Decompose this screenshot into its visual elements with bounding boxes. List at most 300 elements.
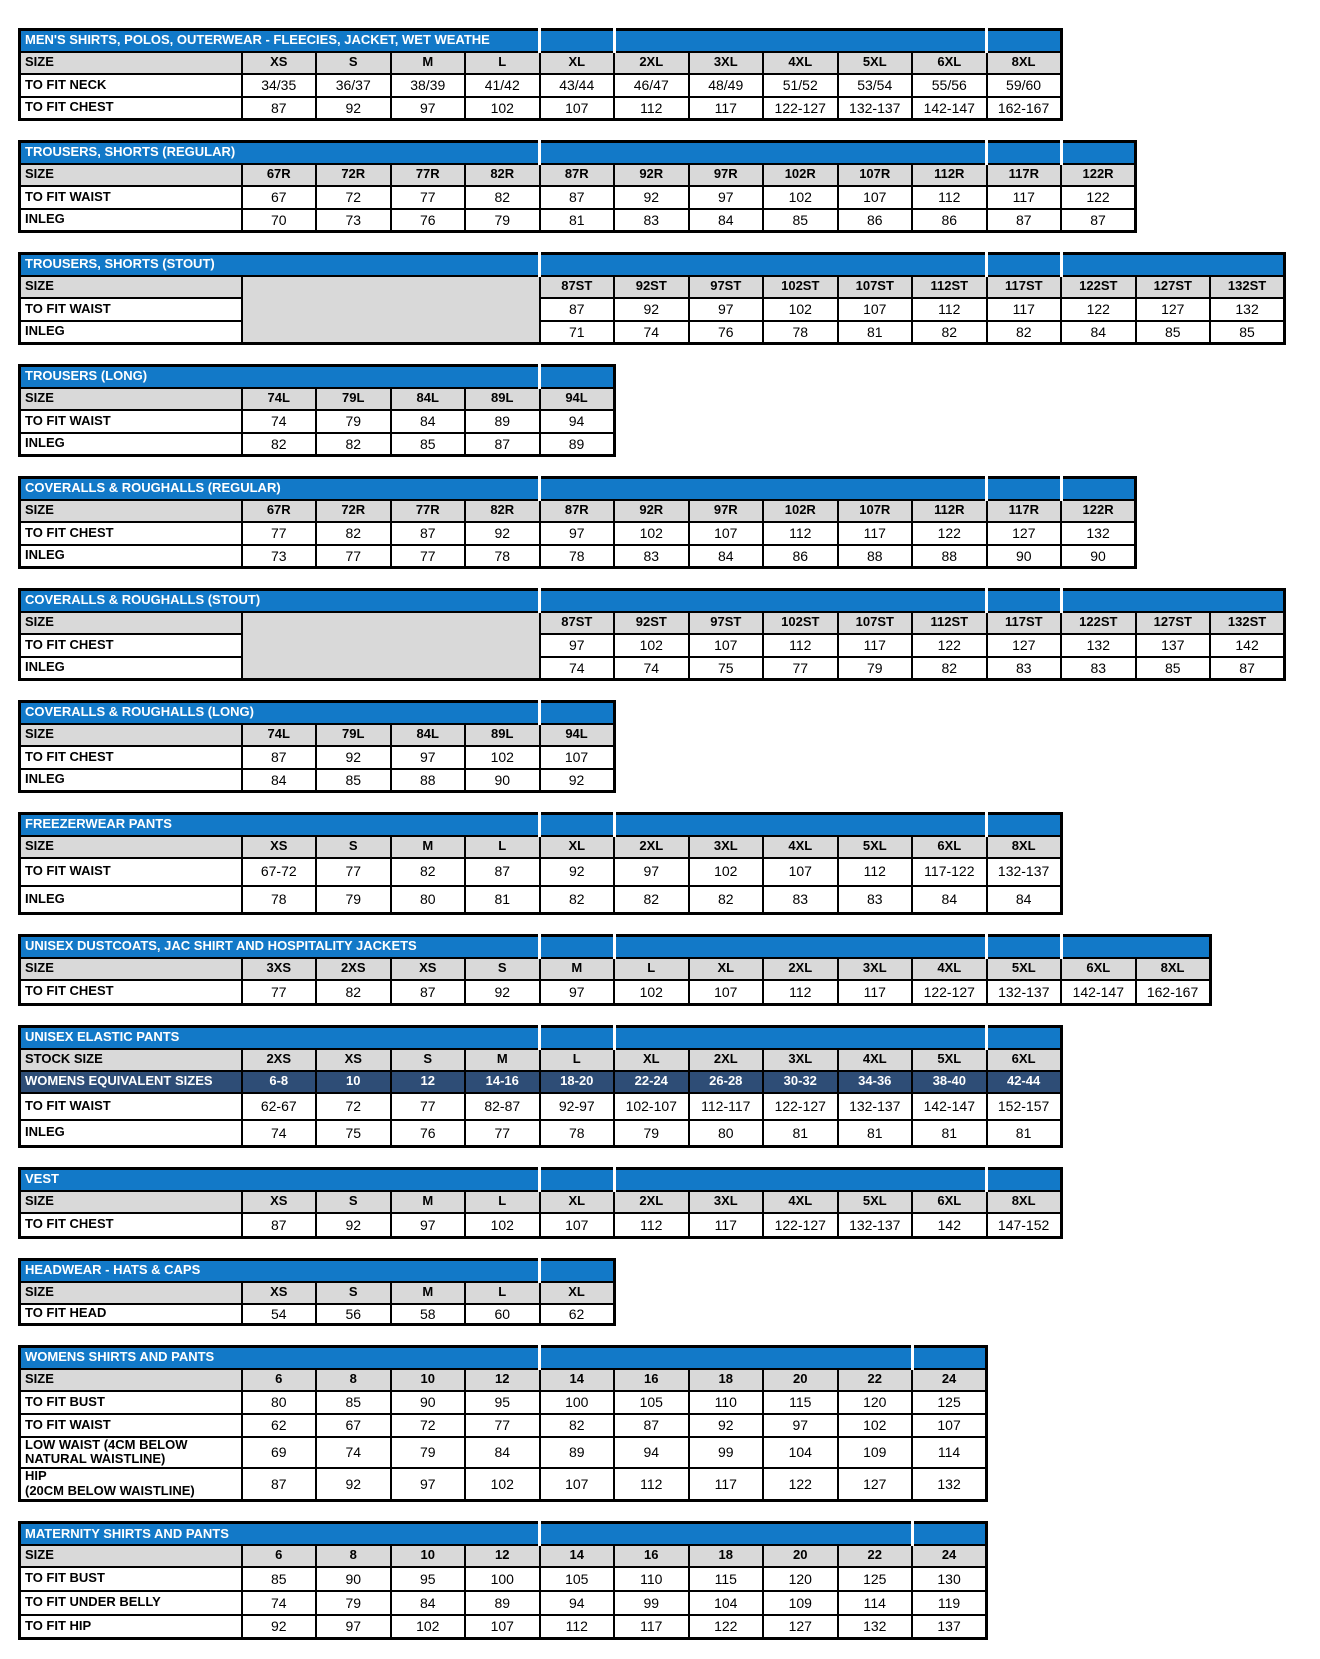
value-cell: 95	[465, 1391, 540, 1414]
value-cell: 102-107	[614, 1093, 689, 1120]
value-cell: 99	[689, 1437, 764, 1469]
table-row	[20, 858, 1062, 886]
row-label: TO FIT CHEST	[20, 634, 242, 657]
table-title-cell	[20, 142, 540, 164]
size-header-cell: 2XL	[763, 958, 838, 980]
value-cell: 60	[465, 1304, 540, 1325]
value-cell: 92	[614, 186, 689, 209]
value-cell: 110	[689, 1391, 764, 1414]
table-header-bar	[20, 1260, 615, 1282]
size-header-cell: 97R	[689, 500, 764, 522]
size-header-cell: 3XS	[242, 958, 317, 980]
value-cell: 132-137	[987, 980, 1062, 1005]
size-header-cell: 3XL	[689, 1191, 764, 1213]
value-cell: 132	[912, 1468, 987, 1500]
table-header-bar	[20, 1347, 987, 1369]
table-title: COVERALLS & ROUGHALLS (LONG)	[25, 704, 254, 720]
table-row	[20, 186, 1136, 209]
value-cell: 90	[391, 1391, 466, 1414]
table-header-bar	[20, 142, 1136, 164]
size-header-cell: 2XS	[242, 1049, 317, 1071]
value-cell: 92	[540, 858, 615, 886]
value-cell: 67	[242, 186, 317, 209]
row-label: TO FIT CHEST	[20, 980, 242, 1005]
value-cell: 94	[540, 410, 615, 433]
table-row	[20, 1468, 987, 1500]
table-row	[20, 276, 1285, 298]
value-cell: 104	[689, 1591, 764, 1615]
table-row	[20, 522, 1136, 545]
value-cell: 152-157	[987, 1093, 1062, 1120]
size-header-cell: 12	[465, 1545, 540, 1567]
table-row	[20, 1191, 1062, 1213]
size-header-cell: 5XL	[838, 52, 913, 74]
row-label: INLEG	[20, 769, 242, 792]
row-label: HIP (20CM BELOW WAISTLINE)	[20, 1468, 242, 1500]
value-cell: 77	[316, 858, 391, 886]
row-label: SIZE	[20, 52, 242, 74]
size-header-cell: 3XL	[689, 52, 764, 74]
size-header-cell: 107R	[838, 500, 913, 522]
value-cell: 114	[838, 1591, 913, 1615]
header-bar-segment	[987, 254, 1062, 276]
size-header-cell: 74L	[242, 388, 317, 410]
value-cell: 107	[540, 1213, 615, 1238]
value-cell: 82	[912, 321, 987, 344]
value-cell: 87	[540, 298, 615, 321]
value-cell: 92	[316, 1213, 391, 1238]
size-header-cell: 79L	[316, 724, 391, 746]
value-cell: 132	[838, 1615, 913, 1639]
value-cell: 86	[763, 545, 838, 568]
table-row	[20, 1071, 1062, 1093]
header-bar-segment	[540, 936, 615, 958]
value-cell: 42-44	[987, 1071, 1062, 1093]
table-title-cell	[20, 1523, 540, 1545]
value-cell: 82	[316, 980, 391, 1005]
value-cell: 22-24	[614, 1071, 689, 1093]
table-header-bar	[20, 702, 615, 724]
size-header-cell: 6XL	[912, 1191, 987, 1213]
value-cell: 87	[465, 858, 540, 886]
size-header-cell: XL	[540, 1191, 615, 1213]
size-header-cell: M	[391, 1191, 466, 1213]
value-cell: 107	[540, 97, 615, 120]
size-chart-document	[18, 28, 1320, 1640]
value-cell: 125	[838, 1567, 913, 1591]
size-header-cell: 127ST	[1136, 276, 1211, 298]
value-cell: 122-127	[763, 1093, 838, 1120]
table-header-bar	[20, 254, 1285, 276]
size-header-cell: 87R	[540, 164, 615, 186]
size-header-cell: 5XL	[912, 1049, 987, 1071]
value-cell: 127	[987, 522, 1062, 545]
value-cell: 79	[465, 209, 540, 232]
size-header-cell: 87ST	[540, 276, 615, 298]
size-header-cell: 20	[763, 1545, 838, 1567]
row-label: TO FIT WAIST	[20, 1093, 242, 1120]
table-header-bar	[20, 1523, 987, 1545]
table-row	[20, 52, 1062, 74]
header-bar-segment	[540, 478, 987, 500]
table-row	[20, 1414, 987, 1437]
size-header-cell: 87R	[540, 500, 615, 522]
size-header-cell: 97ST	[689, 612, 764, 634]
size-table-men-s-shirts-polos-outerwear-fleecies-jacket-wet-weathe	[18, 28, 1063, 121]
value-cell: 58	[391, 1304, 466, 1325]
value-cell: 102	[465, 1213, 540, 1238]
value-cell: 88	[838, 545, 913, 568]
value-cell: 97	[391, 746, 466, 769]
size-header-cell: 10	[391, 1369, 466, 1391]
row-label: TO FIT CHEST	[20, 746, 242, 769]
value-cell: 132-137	[987, 858, 1062, 886]
value-cell: 41/42	[465, 74, 540, 97]
value-cell: 125	[912, 1391, 987, 1414]
value-cell: 115	[689, 1567, 764, 1591]
value-cell: 77	[242, 522, 317, 545]
value-cell: 36/37	[316, 74, 391, 97]
size-header-cell: XL	[689, 958, 764, 980]
value-cell: 82	[912, 657, 987, 680]
value-cell: 81	[838, 1120, 913, 1147]
size-header-cell: 8XL	[987, 836, 1062, 858]
size-header-cell: 77R	[391, 164, 466, 186]
value-cell: 117	[838, 634, 913, 657]
value-cell: 84	[689, 209, 764, 232]
size-header-cell: XS	[242, 1282, 317, 1304]
size-header-cell: 4XL	[763, 836, 838, 858]
header-bar-segment	[540, 30, 615, 52]
value-cell: 142	[1210, 634, 1285, 657]
size-header-cell: 94L	[540, 724, 615, 746]
size-header-cell: 22	[838, 1545, 913, 1567]
value-cell: 107	[763, 858, 838, 886]
value-cell: 97	[540, 980, 615, 1005]
table-row	[20, 746, 615, 769]
value-cell: 77	[391, 1093, 466, 1120]
value-cell: 73	[242, 545, 317, 568]
value-cell: 107	[540, 746, 615, 769]
value-cell: 86	[912, 209, 987, 232]
table-title-cell	[20, 30, 540, 52]
header-bar-segment	[540, 366, 615, 388]
value-cell: 102	[465, 1468, 540, 1500]
row-label: SIZE	[20, 500, 242, 522]
size-header-cell: 8XL	[987, 1191, 1062, 1213]
row-label: SIZE	[20, 958, 242, 980]
size-header-cell: 102R	[763, 500, 838, 522]
value-cell: 74	[614, 321, 689, 344]
value-cell: 114	[912, 1437, 987, 1469]
size-header-cell: 24	[912, 1545, 987, 1567]
header-bar-segment	[987, 1027, 1062, 1049]
value-cell: 95	[391, 1567, 466, 1591]
table-title-cell	[20, 478, 540, 500]
table-title-cell	[20, 702, 540, 724]
value-cell: 112	[763, 980, 838, 1005]
value-cell: 107	[838, 186, 913, 209]
value-cell: 71	[540, 321, 615, 344]
table-header-bar	[20, 366, 615, 388]
row-label: TO FIT HEAD	[20, 1304, 242, 1325]
value-cell: 10	[316, 1071, 391, 1093]
size-header-cell: 112ST	[912, 276, 987, 298]
value-cell: 54	[242, 1304, 317, 1325]
value-cell: 82	[465, 186, 540, 209]
value-cell: 56	[316, 1304, 391, 1325]
table-title-cell	[20, 936, 540, 958]
row-label: SIZE	[20, 1369, 242, 1391]
table-title-cell	[20, 1260, 540, 1282]
value-cell: 112	[614, 1468, 689, 1500]
value-cell: 78	[540, 1120, 615, 1147]
value-cell: 102	[391, 1615, 466, 1639]
table-header-bar	[20, 590, 1285, 612]
value-cell: 162-167	[1136, 980, 1211, 1005]
value-cell: 70	[242, 209, 317, 232]
value-cell: 109	[838, 1437, 913, 1469]
size-header-cell: 22	[838, 1369, 913, 1391]
value-cell: 112	[912, 298, 987, 321]
value-cell: 100	[540, 1391, 615, 1414]
size-header-cell: 20	[763, 1369, 838, 1391]
value-cell: 82	[540, 1414, 615, 1437]
value-cell: 81	[763, 1120, 838, 1147]
table-title: COVERALLS & ROUGHALLS (REGULAR)	[25, 480, 281, 496]
value-cell: 147-152	[987, 1213, 1062, 1238]
value-cell: 117	[614, 1615, 689, 1639]
size-header-cell: 94L	[540, 388, 615, 410]
value-cell: 117	[838, 522, 913, 545]
value-cell: 122	[1061, 186, 1136, 209]
size-header-cell: 127ST	[1136, 612, 1211, 634]
table-row	[20, 1282, 615, 1304]
size-header-cell: XS	[316, 1049, 391, 1071]
value-cell: 142	[912, 1213, 987, 1238]
table-title: TROUSERS (LONG)	[25, 368, 148, 384]
row-label: SIZE	[20, 724, 242, 746]
value-cell: 85	[1136, 657, 1211, 680]
value-cell: 86	[838, 209, 913, 232]
size-header-cell: XL	[540, 836, 615, 858]
size-table-vest	[18, 1167, 1063, 1239]
size-table-trousers-shorts-regular	[18, 140, 1137, 233]
value-cell: 83	[763, 886, 838, 914]
value-cell: 82-87	[465, 1093, 540, 1120]
size-header-cell: S	[316, 52, 391, 74]
size-header-cell: 92ST	[614, 612, 689, 634]
value-cell: 87	[1061, 209, 1136, 232]
size-header-cell: 107ST	[838, 612, 913, 634]
header-bar-segment	[614, 814, 987, 836]
value-cell: 102	[465, 746, 540, 769]
row-label: INLEG	[20, 321, 242, 344]
value-cell: 48/49	[689, 74, 764, 97]
value-cell: 79	[316, 410, 391, 433]
table-title: HEADWEAR - HATS & CAPS	[25, 1262, 201, 1278]
size-header-cell: 132ST	[1210, 276, 1285, 298]
value-cell: 92	[316, 97, 391, 120]
size-header-cell: 79L	[316, 388, 391, 410]
value-cell: 82	[316, 522, 391, 545]
value-cell: 92	[689, 1414, 764, 1437]
table-row	[20, 388, 615, 410]
row-label: TO FIT WAIST	[20, 186, 242, 209]
size-header-cell: 4XL	[912, 958, 987, 980]
value-cell: 102	[614, 634, 689, 657]
value-cell: 92	[316, 746, 391, 769]
size-header-cell: 74L	[242, 724, 317, 746]
size-header-cell: L	[465, 836, 540, 858]
size-header-cell: 84L	[391, 388, 466, 410]
size-header-cell: 102R	[763, 164, 838, 186]
row-label: INLEG	[20, 657, 242, 680]
value-cell: 84	[689, 545, 764, 568]
value-cell: 87	[391, 522, 466, 545]
value-cell: 90	[316, 1567, 391, 1591]
row-label: INLEG	[20, 209, 242, 232]
value-cell: 78	[540, 545, 615, 568]
size-header-cell: M	[540, 958, 615, 980]
value-cell: 74	[540, 657, 615, 680]
size-header-cell: 14	[540, 1369, 615, 1391]
header-bar-segment	[987, 1169, 1062, 1191]
row-label: TO FIT WAIST	[20, 410, 242, 433]
value-cell: 81	[987, 1120, 1062, 1147]
header-bar-segment	[614, 1169, 987, 1191]
size-header-cell: 2XL	[614, 52, 689, 74]
value-cell: 117	[838, 980, 913, 1005]
table-row	[20, 1437, 987, 1469]
value-cell: 90	[1061, 545, 1136, 568]
value-cell: 130	[912, 1567, 987, 1591]
value-cell: 117	[689, 97, 764, 120]
table-row	[20, 545, 1136, 568]
value-cell: 79	[316, 886, 391, 914]
size-header-cell: 102ST	[763, 612, 838, 634]
size-header-cell: 117R	[987, 500, 1062, 522]
size-header-cell: 92R	[614, 500, 689, 522]
size-header-cell: 77R	[391, 500, 466, 522]
value-cell: 97	[689, 186, 764, 209]
size-header-cell: 8	[316, 1545, 391, 1567]
value-cell: 59/60	[987, 74, 1062, 97]
value-cell: 26-28	[689, 1071, 764, 1093]
value-cell: 87	[391, 980, 466, 1005]
size-header-cell: 3XL	[763, 1049, 838, 1071]
value-cell: 107	[689, 522, 764, 545]
value-cell: 14-16	[465, 1071, 540, 1093]
value-cell: 84	[1061, 321, 1136, 344]
value-cell: 84	[391, 410, 466, 433]
value-cell: 34-36	[838, 1071, 913, 1093]
size-header-cell: 107ST	[838, 276, 913, 298]
size-header-cell: 117ST	[987, 612, 1062, 634]
value-cell: 137	[912, 1615, 987, 1639]
value-cell: 82	[540, 886, 615, 914]
value-cell: 102	[614, 522, 689, 545]
value-cell: 132	[1061, 634, 1136, 657]
size-header-cell: 12	[465, 1369, 540, 1391]
value-cell: 112	[614, 97, 689, 120]
table-header-bar	[20, 1169, 1062, 1191]
value-cell: 30-32	[763, 1071, 838, 1093]
size-header-cell: M	[391, 52, 466, 74]
row-label: INLEG	[20, 1120, 242, 1147]
value-cell: 6-8	[242, 1071, 317, 1093]
row-label: TO FIT CHEST	[20, 1213, 242, 1238]
size-header-cell: 4XL	[763, 1191, 838, 1213]
value-cell: 78	[242, 886, 317, 914]
size-header-cell: S	[316, 1282, 391, 1304]
size-header-cell: L	[465, 1191, 540, 1213]
size-header-cell: S	[316, 836, 391, 858]
table-header-bar	[20, 1027, 1062, 1049]
header-bar-segment	[1061, 936, 1210, 958]
value-cell: 132-137	[838, 1093, 913, 1120]
value-cell: 55/56	[912, 74, 987, 97]
table-row	[20, 1093, 1062, 1120]
value-cell: 69	[242, 1437, 317, 1469]
size-header-cell: XL	[540, 1282, 615, 1304]
table-title: MEN'S SHIRTS, POLOS, OUTERWEAR - FLEECIES, JACKET, WET WEATHE	[25, 32, 490, 48]
row-label: TO FIT BUST	[20, 1567, 242, 1591]
value-cell: 81	[912, 1120, 987, 1147]
header-bar-segment	[1061, 590, 1285, 612]
value-cell: 112-117	[689, 1093, 764, 1120]
table-row	[20, 886, 1062, 914]
row-label: INLEG	[20, 545, 242, 568]
size-header-cell: 92R	[614, 164, 689, 186]
value-cell: 88	[391, 769, 466, 792]
value-cell: 74	[242, 410, 317, 433]
value-cell: 107	[465, 1615, 540, 1639]
value-cell: 105	[540, 1567, 615, 1591]
empty-sizes-block	[242, 276, 540, 344]
value-cell: 79	[316, 1591, 391, 1615]
table-title: MATERNITY SHIRTS AND PANTS	[25, 1525, 229, 1541]
value-cell: 122	[763, 1468, 838, 1500]
size-header-cell: 5XL	[838, 1191, 913, 1213]
size-header-cell: 6	[242, 1369, 317, 1391]
size-header-cell: 8XL	[1136, 958, 1211, 980]
value-cell: 87	[1210, 657, 1285, 680]
table-row	[20, 1369, 987, 1391]
table-title: VEST	[25, 1171, 59, 1187]
size-header-cell: L	[540, 1049, 615, 1071]
value-cell: 88	[912, 545, 987, 568]
value-cell: 122-127	[763, 97, 838, 120]
table-title: WOMENS SHIRTS AND PANTS	[25, 1349, 215, 1365]
value-cell: 117	[987, 298, 1062, 321]
size-header-cell: 16	[614, 1369, 689, 1391]
size-table-maternity-shirts-and-pants	[18, 1521, 988, 1640]
header-bar-segment	[614, 936, 987, 958]
size-header-cell: 18	[689, 1545, 764, 1567]
size-header-cell: 5XL	[987, 958, 1062, 980]
header-bar-segment	[987, 142, 1062, 164]
value-cell: 85	[316, 1391, 391, 1414]
value-cell: 87	[465, 433, 540, 456]
value-cell: 82	[987, 321, 1062, 344]
value-cell: 102	[689, 858, 764, 886]
value-cell: 122-127	[763, 1213, 838, 1238]
value-cell: 122	[689, 1615, 764, 1639]
row-label: TO FIT CHEST	[20, 97, 242, 120]
value-cell: 77	[391, 186, 466, 209]
table-header-bar	[20, 30, 1062, 52]
